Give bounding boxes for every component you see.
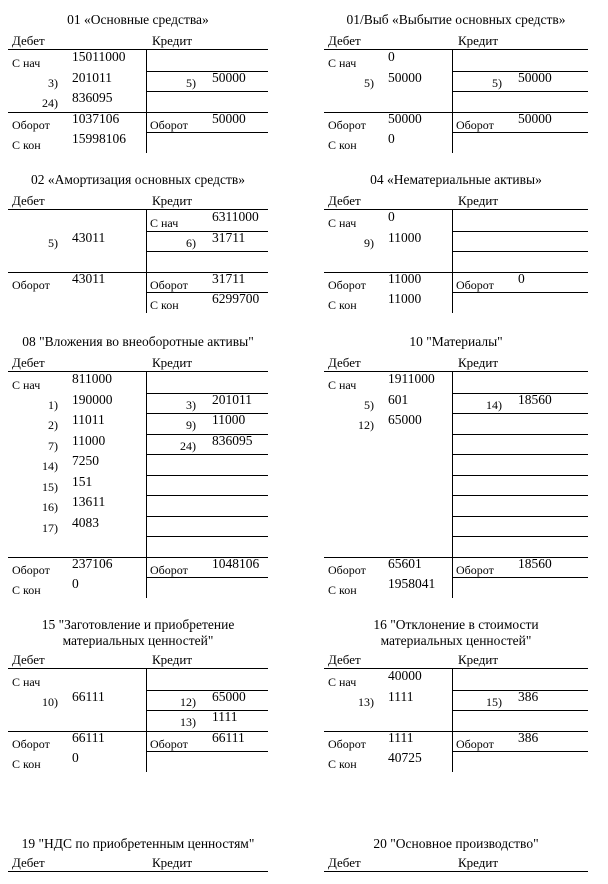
account-title: 01/Выб «Выбытие основных средств»: [346, 12, 566, 27]
row-rule-credit: [452, 751, 588, 752]
row-rule-credit: [146, 413, 268, 414]
entry-number: 3): [186, 397, 196, 412]
header-rule: [324, 871, 588, 872]
account-title: 19 "НДС по приобретенным ценностям": [21, 836, 255, 851]
credit-header: Кредит: [458, 855, 499, 870]
column-divider: [452, 669, 453, 772]
entry-label: С кон: [328, 298, 357, 312]
column-divider: [452, 210, 453, 313]
entry-number: 13): [180, 715, 196, 729]
entry-value: 11000: [388, 270, 422, 286]
credit-header: Кредит: [458, 193, 499, 208]
credit-header: Кредит: [458, 33, 499, 48]
entry-value: 11000: [388, 229, 422, 245]
debit-header: Дебет: [328, 652, 361, 667]
entry-number: 3): [48, 75, 58, 90]
entry-number: 24): [42, 96, 58, 110]
account-title: 08 "Вложения во внеоборотные активы": [22, 334, 254, 349]
column-divider: [452, 50, 453, 153]
entry-value: 11000: [72, 432, 106, 448]
account-title: 15 "Заготовление и приобретение: [41, 617, 235, 632]
entry-value: 201011: [72, 69, 112, 85]
entry-value: 4083: [72, 514, 99, 530]
row-rule-credit: [452, 434, 588, 435]
account-title-line2: материальных ценностей": [62, 633, 214, 648]
entry-label: Оборот: [150, 736, 188, 751]
entry-value: 1111: [212, 709, 238, 724]
row-rule-credit: [146, 751, 268, 752]
account-2: [324, 12, 588, 158]
account-title-line2: материальных ценностей": [380, 633, 532, 648]
turnover-rule: [324, 272, 588, 273]
entry-value: 11011: [72, 412, 105, 427]
account-4: [324, 172, 588, 318]
row-rule-credit: [452, 710, 588, 711]
entry-value: 0: [388, 49, 395, 64]
entry-label: С кон: [150, 298, 179, 312]
entry-number: 16): [42, 500, 58, 514]
column-divider: [146, 669, 147, 772]
entry-value: 386: [518, 688, 539, 704]
column-divider: [146, 372, 147, 598]
entry-label: Оборот: [150, 117, 188, 132]
account-6: [324, 334, 588, 603]
entry-number: 5): [364, 397, 374, 412]
row-rule-credit: [452, 251, 588, 252]
entry-label: Оборот: [12, 562, 50, 577]
entry-value: 190000: [72, 391, 113, 407]
row-rule-credit: [452, 577, 588, 578]
entry-label: С нач: [12, 56, 41, 70]
entry-label: С нач: [12, 378, 41, 392]
debit-header: Дебет: [12, 33, 45, 48]
header-rule: [324, 49, 588, 50]
entry-value: 237106: [72, 555, 113, 571]
header-rule: [8, 668, 268, 669]
turnover-rule: [324, 731, 588, 732]
entry-value: 0: [388, 131, 395, 146]
row-rule-credit: [146, 454, 268, 455]
entry-number: 15): [42, 479, 58, 494]
entry-number: 9): [364, 235, 374, 250]
entry-value: 65000: [212, 688, 246, 704]
entry-value: 11000: [388, 291, 422, 306]
entry-number: 9): [186, 418, 196, 432]
entry-label: С кон: [328, 138, 357, 152]
account-title: 10 "Материалы": [409, 334, 503, 349]
entry-number: 10): [42, 694, 58, 709]
row-rule-credit: [452, 132, 588, 133]
account-title: 16 "Отклонение в стоимости: [373, 617, 539, 632]
entry-label: Оборот: [328, 277, 366, 292]
entry-value: 0: [518, 270, 525, 286]
entry-number: 13): [358, 694, 374, 709]
entry-label: С кон: [12, 138, 41, 152]
entry-label: Оборот: [12, 736, 50, 751]
entry-label: С нач: [150, 216, 179, 230]
entry-number: 2): [48, 418, 58, 432]
header-rule: [324, 209, 588, 210]
entry-label: Оборот: [328, 562, 366, 577]
entry-value: 65000: [388, 412, 422, 427]
entry-label: С нач: [328, 56, 357, 70]
entry-label: С нач: [328, 216, 357, 230]
credit-header: Кредит: [152, 855, 193, 870]
row-rule-credit: [146, 536, 268, 537]
entry-value: 601: [388, 391, 409, 407]
entry-label: Оборот: [150, 277, 188, 292]
account-8: [324, 617, 588, 777]
entry-value: 66111: [72, 688, 105, 704]
entry-value: 1111: [388, 688, 414, 704]
row-rule-credit: [146, 91, 268, 92]
entry-number: 5): [186, 75, 196, 90]
entry-value: 0: [388, 209, 395, 224]
entry-number: 17): [42, 520, 58, 535]
entry-label: С нач: [12, 675, 41, 689]
entry-label: С кон: [12, 583, 41, 597]
row-rule-credit: [146, 710, 268, 711]
row-rule-credit: [146, 475, 268, 476]
row-rule-credit: [452, 292, 588, 293]
entry-value: 40000: [388, 668, 422, 683]
row-rule-credit: [146, 577, 268, 578]
header-rule: [8, 49, 268, 50]
row-rule-credit: [146, 690, 268, 691]
entry-value: 15011000: [72, 49, 126, 64]
entry-label: С нач: [328, 675, 357, 689]
entry-label: Оборот: [456, 562, 494, 577]
entry-value: 65601: [388, 555, 422, 571]
header-rule: [8, 871, 268, 872]
entry-value: 18560: [518, 391, 552, 407]
entry-value: 0: [72, 750, 79, 765]
row-rule-credit: [452, 495, 588, 496]
entry-number: 1): [48, 397, 58, 412]
entry-value: 50000: [388, 69, 422, 85]
header-rule: [324, 371, 588, 372]
account-10: [324, 836, 588, 877]
row-rule-credit: [452, 231, 588, 232]
header-rule: [324, 668, 588, 669]
entry-number: 15): [486, 694, 502, 709]
entry-value: 31711: [212, 270, 246, 286]
entry-value: 6311000: [212, 209, 259, 224]
entry-value: 1958041: [388, 576, 436, 591]
entry-number: 6): [186, 235, 196, 250]
entry-number: 7): [48, 438, 58, 453]
entry-value: 66111: [72, 729, 105, 745]
entry-value: 43011: [72, 270, 106, 286]
row-rule-credit: [146, 231, 268, 232]
account-9: [8, 836, 268, 877]
entry-number: 14): [486, 397, 502, 412]
debit-header: Дебет: [12, 855, 45, 870]
debit-header: Дебет: [328, 355, 361, 370]
entry-value: 50000: [212, 69, 246, 85]
debit-header: Дебет: [328, 33, 361, 48]
row-rule-credit: [146, 495, 268, 496]
debit-header: Дебет: [328, 193, 361, 208]
entry-number: 5): [364, 75, 374, 90]
row-rule-credit: [146, 516, 268, 517]
row-rule-credit: [146, 251, 268, 252]
credit-header: Кредит: [152, 355, 193, 370]
column-divider: [146, 50, 147, 153]
entry-label: Оборот: [12, 117, 50, 132]
entry-label: Оборот: [328, 736, 366, 751]
entry-value: 386: [518, 729, 539, 745]
row-rule-credit: [146, 71, 268, 72]
entry-value: 1037106: [72, 110, 120, 126]
entry-value: 43011: [72, 229, 106, 245]
credit-header: Кредит: [458, 355, 499, 370]
entry-label: С кон: [328, 757, 357, 771]
debit-header: Дебет: [12, 355, 45, 370]
entry-label: С кон: [12, 757, 41, 771]
entry-value: 6299700: [212, 291, 260, 306]
entry-label: С нач: [328, 378, 357, 392]
row-rule-credit: [452, 413, 588, 414]
entry-number: 5): [48, 235, 58, 250]
entry-value: 1048106: [212, 555, 260, 571]
entry-value: 13611: [72, 494, 106, 509]
entry-label: Оборот: [150, 562, 188, 577]
row-rule-credit: [452, 454, 588, 455]
entry-label: Оборот: [456, 117, 494, 132]
credit-header: Кредит: [458, 652, 499, 667]
debit-header: Дебет: [328, 855, 361, 870]
row-rule-credit: [146, 132, 268, 133]
credit-header: Кредит: [152, 652, 193, 667]
entry-value: 50000: [518, 69, 552, 85]
column-divider: [452, 372, 453, 598]
entry-number: 14): [42, 459, 58, 473]
row-rule-credit: [452, 91, 588, 92]
account-title: 20 "Основное производство": [373, 836, 539, 851]
debit-header: Дебет: [12, 193, 45, 208]
entry-value: 1111: [388, 729, 414, 745]
entry-value: 40725: [388, 750, 422, 765]
entry-number: 24): [180, 438, 196, 453]
entry-value: 151: [72, 473, 93, 489]
column-divider: [146, 210, 147, 313]
entry-value: 7250: [72, 453, 99, 468]
entry-value: 18560: [518, 555, 552, 571]
entry-label: Оборот: [12, 277, 50, 292]
account-title: 02 «Амортизация основных средств»: [30, 172, 245, 187]
entry-label: Оборот: [328, 117, 366, 132]
debit-header: Дебет: [12, 652, 45, 667]
entry-label: С кон: [328, 583, 357, 597]
entry-value: 1911000: [388, 371, 435, 386]
account-5: [8, 334, 268, 603]
row-rule-credit: [452, 516, 588, 517]
entry-number: 5): [492, 75, 502, 90]
entry-number: 12): [358, 418, 374, 432]
account-3: [8, 172, 268, 318]
account-title: 04 «Нематериальные активы»: [370, 172, 542, 187]
entry-value: 50000: [212, 110, 246, 126]
credit-header: Кредит: [152, 193, 193, 208]
entry-value: 50000: [518, 110, 552, 126]
entry-value: 811000: [72, 371, 112, 386]
entry-value: 66111: [212, 729, 245, 745]
account-1: [8, 12, 268, 158]
credit-header: Кредит: [152, 33, 193, 48]
entry-value: 836095: [212, 432, 253, 448]
account-7: [8, 617, 268, 777]
row-rule-credit: [452, 475, 588, 476]
entry-value: 31711: [212, 229, 246, 245]
entry-value: 836095: [72, 90, 113, 105]
row-rule-credit: [452, 536, 588, 537]
entry-number: 12): [180, 694, 196, 709]
entry-value: 50000: [388, 110, 422, 126]
entry-value: 0: [72, 576, 79, 591]
entry-label: Оборот: [456, 277, 494, 292]
account-title: 01 «Основные средства»: [67, 12, 209, 27]
entry-value: 201011: [212, 391, 252, 407]
header-rule: [8, 371, 268, 372]
entry-value: 15998106: [72, 131, 126, 146]
entry-value: 11000: [212, 412, 246, 427]
entry-label: Оборот: [456, 736, 494, 751]
